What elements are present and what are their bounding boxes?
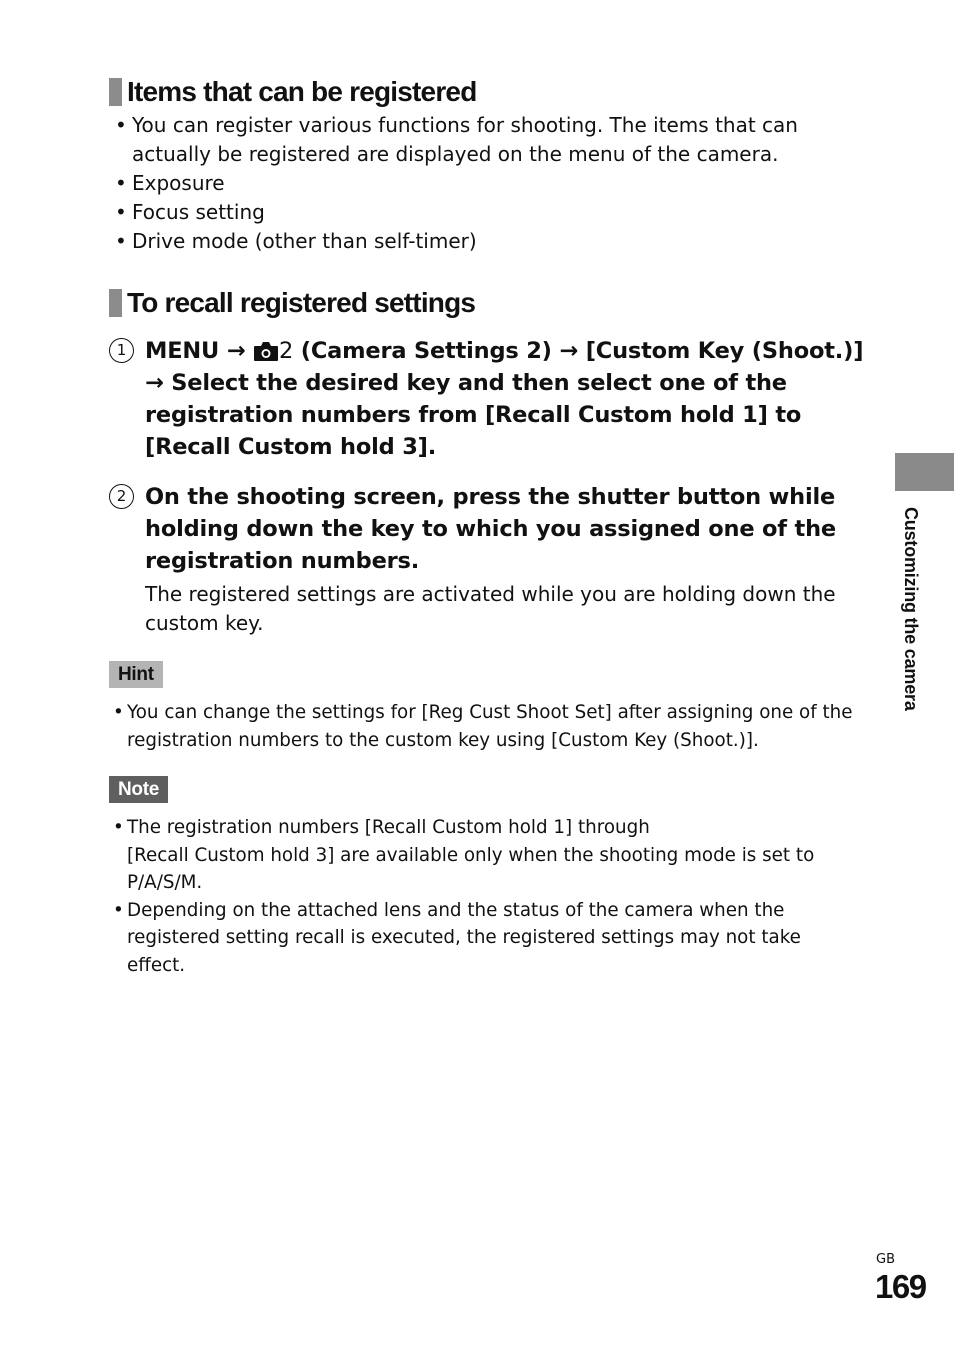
step-2: [109, 481, 869, 638]
menu-label: MENU: [145, 338, 220, 364]
arrow-icon: →: [145, 370, 164, 396]
list-item: • Depending on the attached lens and the status of the camera when the registered setting recall is executed, the registered settings may not take effect.: [113, 899, 801, 976]
heading-bar: [109, 78, 122, 106]
arrow-icon: →: [226, 338, 246, 364]
page-number: 169: [875, 1268, 926, 1305]
chapter-label: Customizing the camera: [901, 507, 921, 711]
step-1-detail: Select the desired key and then select one of the registration numbers from [Recall Custom hold 1] to [Recall Custom hold 3].: [145, 370, 802, 460]
step-number-1: 1: [109, 338, 134, 363]
list-item: • Focus setting: [115, 200, 265, 224]
camera-settings-label: (Camera Settings 2): [300, 338, 552, 364]
section-heading-text: To recall registered settings: [127, 287, 476, 318]
hint-list: [113, 699, 858, 754]
step-number-2: 2: [109, 484, 134, 509]
list-item: • You can change the settings for [Reg Cust Shoot Set] after assigning one of the registration numbers to the custom key using [Custom Key (Shoot.)].: [113, 702, 853, 751]
region-code: GB: [876, 1252, 895, 1267]
section-heading-recall: [109, 286, 475, 320]
heading-bar: [109, 289, 122, 317]
list-item: • Drive mode (other than self-timer): [115, 229, 477, 253]
note-label: Note: [109, 776, 168, 803]
step-2-instruction: On the shooting screen, press the shutter button while holding down the key to which you assigned one of the registration numbers.: [145, 484, 836, 574]
registered-items-list: [113, 111, 853, 256]
step-1: [109, 335, 869, 463]
custom-key-label: [Custom Key (Shoot.)]: [585, 338, 864, 364]
hint-label: Hint: [109, 661, 163, 688]
list-item: • Exposure: [115, 171, 225, 195]
note-list: [113, 814, 858, 979]
list-item: • The registration numbers [Recall Custom hold 1] through [Recall Custom hold 3] are available only when the shooting mode is set to P/A/S/M.: [113, 817, 815, 893]
camera-tab-number: 2: [279, 338, 294, 364]
arrow-icon: →: [559, 338, 579, 364]
chapter-tab: [895, 453, 954, 491]
section-heading-registered: [109, 75, 477, 109]
step-2-description: The registered settings are activated while you are holding down the custom key.: [145, 582, 836, 635]
step-1-instruction: [145, 335, 870, 463]
camera-icon: [254, 341, 278, 361]
section-heading-text: Items that can be registered: [127, 76, 477, 107]
list-item: • You can register various functions for shooting. The items that can actually be registered are displayed on the menu of the camera.: [115, 113, 798, 166]
